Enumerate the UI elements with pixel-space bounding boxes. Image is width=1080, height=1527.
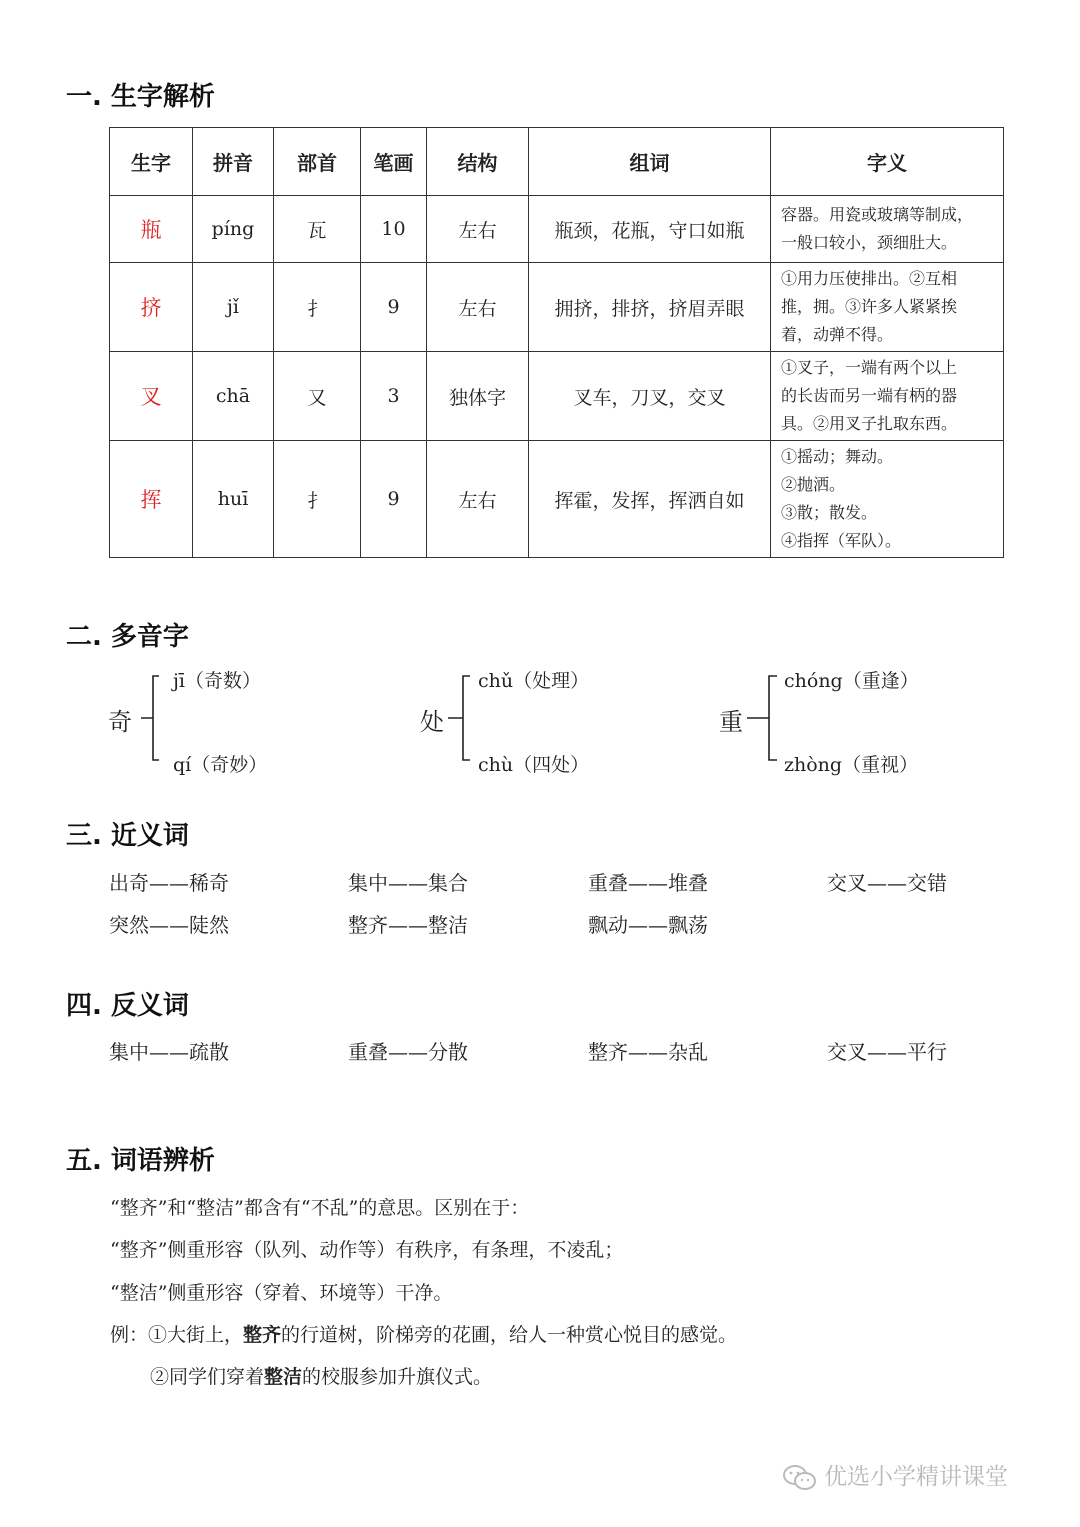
words-cell: 拥挤，排挤，挤眉弄眼 (529, 263, 771, 352)
header-cell: 字义 (771, 128, 1004, 196)
section-title-3: 三. 近义词 (66, 821, 189, 851)
header-cell: 组词 (529, 128, 771, 196)
radical-cell: 瓦 (274, 196, 361, 263)
polyphone-reading-top: jī（奇数） (173, 670, 261, 692)
example-line (150, 1362, 492, 1389)
pinyin-cell: chā (193, 352, 274, 441)
header-cell: 笔画 (361, 128, 427, 196)
section-title-2: 二. 多音字 (66, 622, 189, 652)
header-cell: 部首 (274, 128, 361, 196)
char-cell: 瓶 (110, 196, 193, 263)
polyphone-char: 处 (420, 708, 444, 736)
table-row (110, 263, 1004, 352)
example-text: ②同学们穿着 (150, 1366, 265, 1388)
pinyin-cell: píng (193, 196, 274, 263)
synonym-pair: 飘动——飘荡 (588, 913, 708, 937)
synonym-pair: 重叠——堆叠 (588, 871, 708, 895)
polyphone-reading-bottom: zhòng（重视） (784, 754, 919, 776)
pinyin-cell: huī (193, 441, 274, 558)
char-cell: 叉 (110, 352, 193, 441)
polyphone-reading-bottom: qí（奇妙） (173, 754, 268, 776)
antonym-pair: 交叉——平行 (827, 1040, 947, 1064)
table-header-row (110, 128, 1004, 196)
example-text: 例：①大街上， (110, 1324, 244, 1346)
polyphone-reading-top: chǔ（处理） (478, 670, 590, 692)
meaning-line: 着，动弹不得。 (781, 325, 894, 344)
radical-cell: 扌 (274, 441, 361, 558)
section-title-5: 五. 词语辨析 (66, 1146, 215, 1176)
analysis-line: “整齐”侧重形容（队列、动作等）有秩序，有条理，不凌乱； (110, 1239, 624, 1261)
char-cell: 挤 (110, 263, 193, 352)
header-cell: 生字 (110, 128, 193, 196)
analysis-line: “整齐”和“整洁”都含有“不乱”的意思。区别在于： (110, 1197, 530, 1219)
meaning-line: ①叉子，一端有两个以上 (781, 358, 958, 377)
meaning-line: 容器。用瓷或玻璃等制成， (781, 205, 974, 224)
example-keyword: 整齐 (243, 1324, 282, 1346)
structure-cell: 左右 (427, 441, 529, 558)
section-title-1: 一. 生字解析 (66, 82, 215, 112)
header-cell: 结构 (427, 128, 529, 196)
meaning-cell (771, 263, 1004, 352)
words-cell: 挥霍，发挥，挥洒自如 (529, 441, 771, 558)
table-row (110, 352, 1004, 441)
words-cell: 叉车，刀叉，交叉 (529, 352, 771, 441)
strokes-cell: 3 (361, 352, 427, 441)
meaning-line: 的长齿而另一端有柄的器 (781, 386, 958, 405)
meaning-line: ①用力压使排出。②互相 (781, 269, 958, 288)
meaning-cell (771, 352, 1004, 441)
meaning-line: ②抛洒。 (781, 475, 846, 494)
synonym-pair: 突然——陡然 (109, 913, 229, 937)
strokes-cell: 10 (361, 196, 427, 263)
pinyin-cell: jǐ (193, 263, 274, 352)
table-row (110, 196, 1004, 263)
synonym-pair: 整齐——整洁 (348, 913, 468, 937)
character-table (109, 127, 1004, 558)
synonym-pair: 交叉——交错 (827, 871, 947, 895)
wechat-icon (782, 1464, 818, 1492)
antonym-pair: 整齐——杂乱 (588, 1040, 708, 1064)
char-cell: 挥 (110, 441, 193, 558)
polyphone-char: 重 (719, 708, 743, 736)
polyphone-char: 奇 (108, 708, 132, 736)
watermark (782, 1458, 1008, 1492)
example-text: 的行道树，阶梯旁的花圃，给人一种赏心悦目的感觉。 (281, 1324, 738, 1346)
meaning-line: 推，拥。③许多人紧紧挨 (781, 297, 958, 316)
meaning-cell (771, 441, 1004, 558)
polyphone-reading-top: chóng（重逢） (784, 670, 919, 692)
strokes-cell: 9 (361, 441, 427, 558)
synonym-pair: 集中——集合 (348, 871, 468, 895)
bracket-icon (446, 660, 476, 770)
structure-cell: 独体字 (427, 352, 529, 441)
strokes-cell: 9 (361, 263, 427, 352)
bracket-icon (745, 660, 785, 770)
meaning-line: ①摇动；舞动。 (781, 447, 894, 466)
bracket-icon (139, 660, 169, 770)
meaning-line: 一般口较小，颈细肚大。 (781, 233, 958, 252)
meaning-line: ④指挥（军队）。 (781, 531, 902, 550)
structure-cell: 左右 (427, 263, 529, 352)
words-cell: 瓶颈，花瓶，守口如瓶 (529, 196, 771, 263)
radical-cell: 扌 (274, 263, 361, 352)
meaning-cell (771, 196, 1004, 263)
analysis-line: “整洁”侧重形容（穿着、环境等）干净。 (110, 1282, 453, 1304)
synonym-pair: 出奇——稀奇 (109, 871, 229, 895)
example-text: 的校服参加升旗仪式。 (302, 1366, 493, 1388)
example-line (110, 1320, 737, 1347)
structure-cell: 左右 (427, 196, 529, 263)
meaning-line: 具。②用叉子扎取东西。 (781, 414, 958, 433)
antonym-pair: 集中——疏散 (109, 1040, 229, 1064)
table-row (110, 441, 1004, 558)
watermark-text: 优选小学精讲课堂 (824, 1464, 1008, 1490)
antonym-pair: 重叠——分散 (348, 1040, 468, 1064)
example-keyword: 整洁 (264, 1366, 303, 1388)
radical-cell: 又 (274, 352, 361, 441)
header-cell: 拼音 (193, 128, 274, 196)
meaning-line: ③散；散发。 (781, 503, 878, 522)
polyphone-reading-bottom: chù（四处） (478, 754, 590, 776)
section-title-4: 四. 反义词 (66, 991, 189, 1021)
